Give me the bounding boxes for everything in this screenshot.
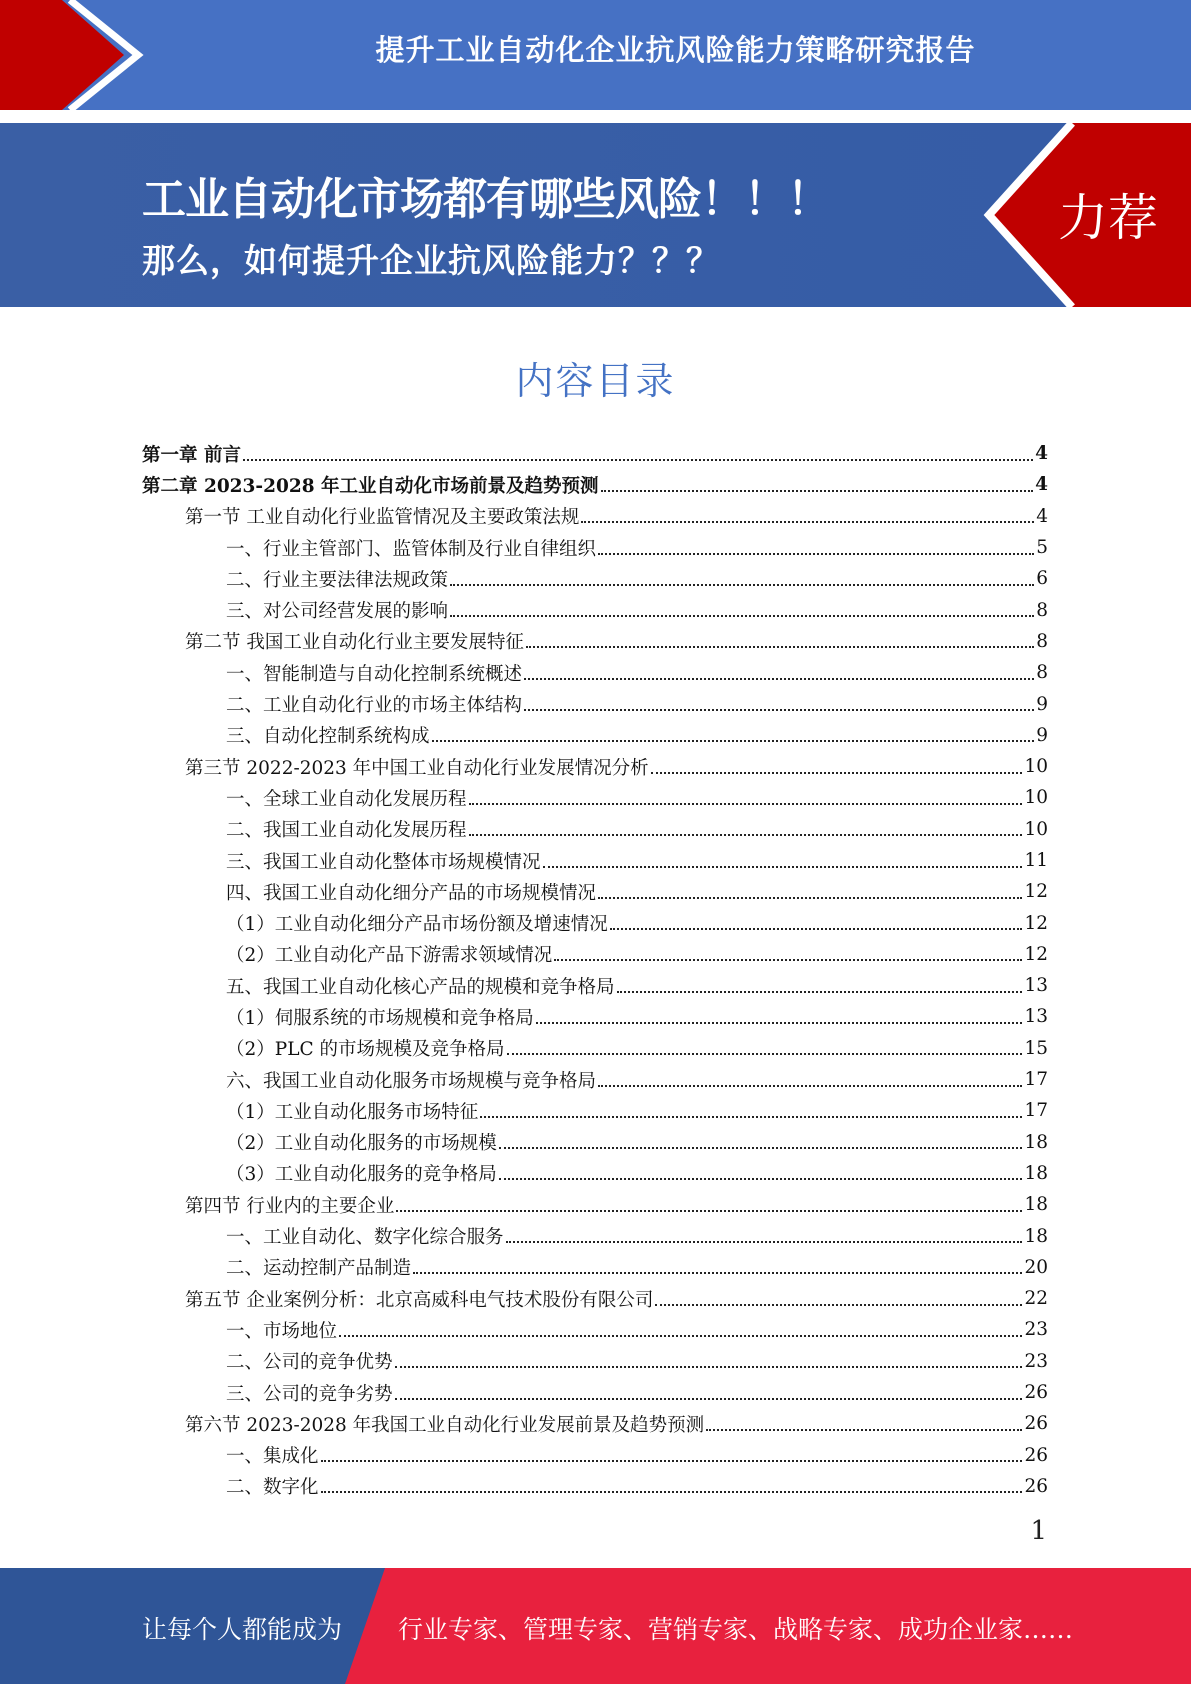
toc-entry-page: 8 (1036, 630, 1048, 652)
toc-leader-dots (526, 646, 1034, 648)
toc-entry[interactable] (142, 501, 1048, 532)
toc-entry-page: 17 (1024, 1100, 1048, 1122)
toc-leader-dots (655, 1304, 1022, 1306)
toc-entry-page: 9 (1036, 724, 1048, 746)
toc-leader-dots (413, 1272, 1022, 1274)
report-title: 提升工业自动化企业抗风险能力策略研究报告 (375, 33, 976, 67)
toc-entry[interactable] (142, 1033, 1048, 1064)
toc-entry-page: 13 (1024, 1006, 1048, 1028)
toc-leader-dots (469, 834, 1023, 836)
toc-title: 内容目录 (515, 359, 676, 403)
toc-entry-title: 二、我国工业自动化发展历程 (226, 820, 467, 842)
toc-leader-dots (524, 678, 1034, 680)
toc-leader-dots (598, 553, 1034, 555)
hero-headline: 工业自动化市场都有哪些风险！！！ (142, 174, 830, 225)
hero-subheadline: 那么，如何提升企业抗风险能力？？？ (142, 241, 720, 280)
toc-entry-page: 12 (1024, 912, 1048, 934)
toc-entry-title: 第一章 前言 (142, 444, 241, 466)
toc-entry-page: 26 (1024, 1475, 1048, 1497)
toc-leader-dots (469, 803, 1023, 805)
toc-entry-title: 一、智能制造与自动化控制系统概述 (226, 663, 523, 685)
toc-leader-dots (651, 772, 1023, 774)
toc-entry-title: （2）PLC 的市场规模及竞争格局 (226, 1039, 505, 1061)
toc-entry-title: 一、行业主管部门、监管体制及行业自律组织 (226, 538, 597, 560)
toc-entry-page: 4 (1036, 505, 1048, 527)
toc-leader-dots (617, 991, 1023, 993)
toc-entry-page: 9 (1036, 693, 1048, 715)
toc-leader-dots (543, 866, 1023, 868)
toc-leader-dots (480, 1116, 1022, 1118)
toc-entry[interactable] (142, 845, 1048, 876)
toc-entry-title: （3）工业自动化服务的竞争格局 (226, 1164, 497, 1186)
toc-entry[interactable] (142, 1346, 1048, 1377)
toc-entry-page: 10 (1024, 756, 1048, 778)
toc-entry[interactable] (142, 907, 1048, 938)
toc-leader-dots (499, 1178, 1023, 1180)
toc-leader-dots (598, 897, 1022, 899)
toc-leader-dots (706, 1429, 1022, 1431)
toc-entry-title: 第二节 我国工业自动化行业主要发展特征 (185, 632, 524, 654)
toc-entry-page: 4 (1035, 474, 1048, 496)
toc-leader-dots (499, 1147, 1023, 1149)
toc-entry-page: 26 (1024, 1444, 1048, 1466)
toc-leader-dots (432, 740, 1035, 742)
toc-entry-page: 22 (1024, 1288, 1048, 1310)
toc-entry-page: 12 (1024, 881, 1048, 903)
toc-entry[interactable] (142, 657, 1048, 688)
toc-leader-dots (581, 521, 1034, 523)
toc-entry-title: 二、工业自动化行业的市场主体结构 (226, 695, 523, 717)
toc-entry[interactable] (142, 626, 1048, 657)
toc-entry[interactable] (142, 1158, 1048, 1189)
toc-entry-page: 18 (1024, 1131, 1048, 1153)
toc-entry-title: 四、我国工业自动化细分产品的市场规模情况 (226, 882, 597, 904)
recommend-badge: 力荐 (1058, 189, 1158, 247)
toc-entry-title: （1）工业自动化细分产品市场份额及增速情况 (226, 914, 608, 936)
toc-entry[interactable] (142, 970, 1048, 1001)
toc-entry-page: 15 (1024, 1037, 1048, 1059)
toc-entry-title: 第二章 2023-2028 年工业自动化市场前景及趋势预测 (142, 475, 599, 497)
toc-leader-dots (395, 1398, 1023, 1400)
banner-arrow-decoration (0, 0, 160, 110)
toc-entry[interactable] (142, 688, 1048, 719)
toc-leader-dots (554, 959, 1022, 961)
toc-entry-title: 第三节 2022-2023 年中国工业自动化行业发展情况分析 (185, 757, 649, 779)
toc-entry-page: 26 (1024, 1382, 1048, 1404)
toc-entry-page: 17 (1024, 1069, 1048, 1091)
toc-leader-dots (396, 1210, 1022, 1212)
footer-slogan-right: 行业专家、管理专家、营销专家、战略专家、成功企业家…… (398, 1615, 1074, 1644)
toc-entry-title: （2）工业自动化产品下游需求领域情况 (226, 945, 553, 967)
toc-entry-title: 第五节 企业案例分析：北京高威科电气技术股份有限公司 (185, 1289, 654, 1311)
toc-entry[interactable] (142, 1127, 1048, 1158)
toc-entry[interactable] (142, 563, 1048, 594)
toc-leader-dots (450, 615, 1034, 617)
toc-entry[interactable] (142, 1001, 1048, 1032)
toc-entry-title: 一、全球工业自动化发展历程 (226, 788, 467, 810)
toc-leader-dots (601, 490, 1034, 492)
toc-entry[interactable] (142, 438, 1048, 469)
toc-entry-page: 8 (1036, 662, 1048, 684)
toc-entry[interactable] (142, 751, 1048, 782)
toc-entry[interactable] (142, 532, 1048, 563)
toc-leader-dots (395, 1366, 1023, 1368)
toc-entry-title: 二、行业主要法律法规政策 (226, 569, 449, 591)
toc-entry-title: 二、数字化 (226, 1477, 319, 1499)
toc-entry-page: 5 (1036, 537, 1048, 559)
toc-entry[interactable] (142, 782, 1048, 813)
toc-leader-dots (524, 709, 1034, 711)
toc-entry-page: 18 (1024, 1225, 1048, 1247)
toc-entry-page: 6 (1036, 568, 1048, 590)
toc-entry[interactable] (142, 1440, 1048, 1471)
toc-entry-title: （1）伺服系统的市场规模和竞争格局 (226, 1007, 534, 1029)
toc-entry-title: （2）工业自动化服务的市场规模 (226, 1133, 497, 1155)
toc-entry-page: 18 (1024, 1162, 1048, 1184)
hero-banner (0, 123, 1191, 307)
toc-entry[interactable] (142, 814, 1048, 845)
toc-entry-title: 第一节 工业自动化行业监管情况及主要政策法规 (185, 507, 580, 529)
page-number: 1 (1030, 1516, 1047, 1546)
toc-entry-title: 二、公司的竞争优势 (226, 1352, 393, 1374)
toc-entry[interactable] (142, 1283, 1048, 1314)
toc-entry-title: 一、集成化 (226, 1446, 319, 1468)
toc-entry-page: 10 (1024, 818, 1048, 840)
table-of-contents (142, 438, 1048, 1502)
toc-entry-title: 第六节 2023-2028 年我国工业自动化行业发展前景及趋势预测 (185, 1414, 705, 1436)
toc-leader-dots (339, 1335, 1022, 1337)
toc-leader-dots (321, 1491, 1023, 1493)
toc-entry-page: 23 (1024, 1350, 1048, 1372)
toc-entry-page: 26 (1024, 1413, 1048, 1435)
toc-entry[interactable] (142, 469, 1048, 500)
top-banner (0, 0, 1191, 110)
toc-entry[interactable] (142, 1408, 1048, 1439)
toc-leader-dots (506, 1241, 1023, 1243)
toc-entry-page: 13 (1024, 975, 1048, 997)
toc-entry-title: 第四节 行业内的主要企业 (185, 1195, 395, 1217)
toc-entry-title: 三、我国工业自动化整体市场规模情况 (226, 851, 541, 873)
toc-entry-title: 五、我国工业自动化核心产品的规模和竞争格局 (226, 976, 615, 998)
toc-entry-title: 三、公司的竞争劣势 (226, 1383, 393, 1405)
toc-entry[interactable] (142, 1064, 1048, 1095)
footer-banner (0, 1568, 1191, 1684)
toc-leader-dots (536, 1022, 1023, 1024)
toc-leader-dots (450, 584, 1034, 586)
toc-entry-page: 10 (1024, 787, 1048, 809)
toc-entry-title: （1）工业自动化服务市场特征 (226, 1101, 479, 1123)
footer-slogan-left: 让每个人都能成为 (142, 1615, 343, 1644)
toc-entry-title: 二、运动控制产品制造 (226, 1258, 412, 1280)
toc-leader-dots (507, 1053, 1023, 1055)
toc-leader-dots (321, 1460, 1023, 1462)
toc-entry-title: 一、市场地位 (226, 1320, 338, 1342)
toc-entry[interactable] (142, 1377, 1048, 1408)
toc-entry[interactable] (142, 1095, 1048, 1126)
toc-leader-dots (610, 928, 1023, 930)
toc-entry-title: 六、我国工业自动化服务市场规模与竞争格局 (226, 1070, 597, 1092)
toc-entry[interactable] (142, 939, 1048, 970)
toc-entry-page: 23 (1024, 1319, 1048, 1341)
toc-entry[interactable] (142, 1189, 1048, 1220)
toc-entry[interactable] (142, 594, 1048, 625)
toc-entry-page: 20 (1024, 1256, 1048, 1278)
toc-entry-page: 12 (1024, 943, 1048, 965)
toc-entry-page: 8 (1036, 599, 1048, 621)
toc-entry[interactable] (142, 876, 1048, 907)
toc-entry[interactable] (142, 1314, 1048, 1345)
toc-entry[interactable] (142, 720, 1048, 751)
toc-entry-title: 三、自动化控制系统构成 (226, 726, 430, 748)
toc-entry[interactable] (142, 1220, 1048, 1251)
toc-leader-dots (598, 1085, 1022, 1087)
toc-entry-title: 三、对公司经营发展的影响 (226, 601, 449, 623)
toc-entry[interactable] (142, 1471, 1048, 1502)
toc-entry[interactable] (142, 1252, 1048, 1283)
toc-entry-page: 4 (1035, 443, 1048, 465)
toc-leader-dots (243, 459, 1033, 461)
toc-entry-page: 11 (1024, 850, 1048, 871)
toc-entry-page: 18 (1024, 1194, 1048, 1216)
toc-entry-title: 一、工业自动化、数字化综合服务 (226, 1227, 504, 1249)
